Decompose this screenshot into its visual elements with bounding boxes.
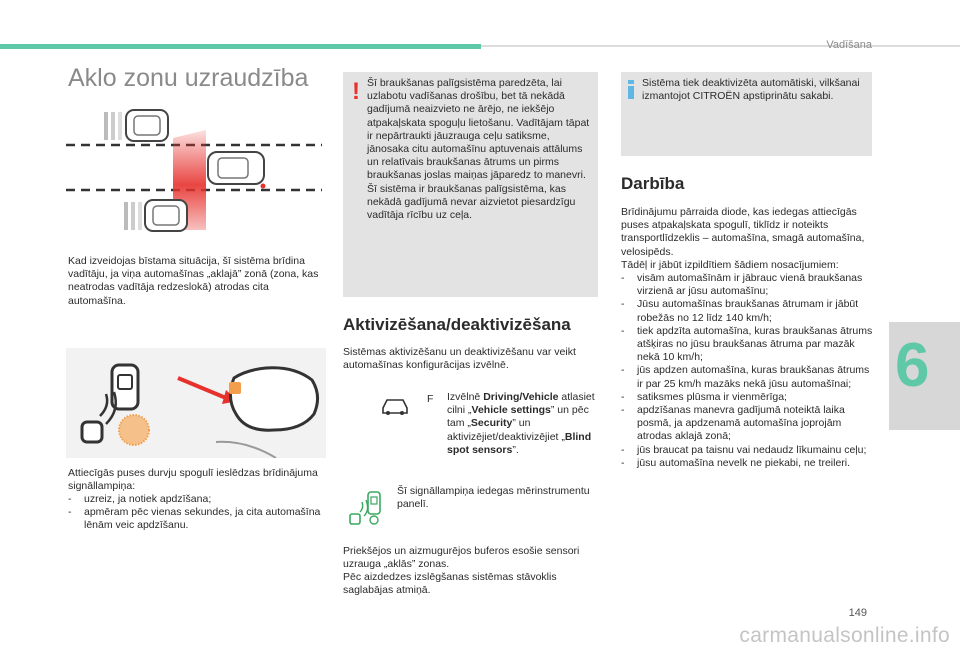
overtaking-car-icon: [104, 110, 168, 141]
header-section-title: Vadīšana: [826, 39, 872, 51]
list-item-text: jūs apdzen automašīna, kuras braukšanas ātrums ir par 25 km/h mazāks nekā jūsu automašīnai;: [637, 364, 870, 390]
activation-heading: Aktivizēšana/deaktivizēšana: [343, 315, 571, 334]
header-accent-bar: [0, 44, 481, 49]
list-item: - jūs apdzen automašīna, kuras braukšanas ātrums ir par 25 km/h mazāks nekā jūsu automašīnai;: [621, 364, 870, 390]
list-item: - apmēram pēc vienas sekundes, ja cita automašīna lēnām veic apdzīšanu.: [68, 506, 321, 532]
list-item-text: apdzīšanas manevra gadījumā noteiktā laika posmā, ja apdzenamā automašīna joprojām atrodas aklajā zonā;: [637, 404, 845, 443]
blind-spot-lamp-icon: [346, 488, 386, 528]
info-icon: [628, 80, 634, 99]
sensors-paragraph: Priekšējos un aizmugurējos buferos esošie sensori uzrauga „aklās” zonas.: [343, 545, 580, 571]
left-list: [68, 493, 326, 533]
vehicle-menu-icon: [380, 396, 410, 416]
list-item: - tiek apdzīta automašīna, kuras braukšanas ātrums atšķiras no jūsu braukšanas ātruma par mazāk nekā 10 km/h;: [621, 324, 873, 364]
list-item-text: jūs braucat pa taisnu vai nedaudz līkumainu ceļu;: [637, 443, 867, 456]
list-item-text: uzreiz, ja notiek apdzīšana;: [84, 493, 212, 505]
operation-paragraph: Brīdinājumu pārraida diode, kas iedegas attiecīgās puses atpakaļskata spogulī, tiklīdz ir noteikts transportlīdzeklis – automašīna, smagā automašīna, velosipēds.: [621, 206, 865, 258]
warning-icon: !: [352, 78, 360, 105]
menu-arrow-icon: F: [427, 393, 434, 405]
activation-paragraph: Sistēmas aktivizēšanu un deaktivizēšanu var veikt automašīnas konfigurācijas izvēlnē.: [343, 346, 576, 372]
chapter-number: 6: [895, 331, 930, 400]
warning-text: Šī braukšanas palīgsistēma paredzēta, lai uzlabotu vadīšanas drošību, bet tā nekādā gadījumā neaizvieto ne ārējo, ne iekšējo atpakaļskata spoguļu lietošanu. Vadītājam tāpat ir nepārtraukti jāuzrauga ceļu satiksme, jānosaka citu automašīnu aptuvenais attālums un relatīvais braukšanas ātrums un pirms braukšanas joslas maiņas jāparedz to manevri. Šī sistēma ir braukšanas palīgsistēma, kas nekādā gadījumā nevar aizvietot piesardzīgu vadītāja rīcību uz ceļa.: [367, 77, 590, 222]
list-item-text: jūsu automašīna nevelk ne piekabi, ne treileri.: [637, 456, 851, 469]
page-title: Aklo zonu uzraudzība: [68, 64, 309, 92]
intro-paragraph: Kad izveidojas bīstama situācija, šī sistēma brīdina vadītāju, ja viņa automašīnas „aklajā” zonā (zona, kas neatrodas vadītāja redzeslokā) atrodas cita automašīna.: [68, 255, 319, 307]
list-item-text: visām automašīnām ir jābrauc vienā braukšanas virzienā ar jūsu automašīnu;: [637, 272, 863, 298]
conditions-intro: Tādēļ ir jābūt izpildītiem šādiem nosacījumiem:: [621, 259, 839, 271]
page-number: 149: [848, 607, 867, 619]
list-item: - satiksmes plūsma ir vienmērīga;: [621, 390, 787, 403]
header-rule: [481, 45, 960, 47]
list-item-text: apmēram pēc vienas sekundes, ja cita automašīna lēnām veic apdzīšanu.: [84, 506, 321, 532]
list-item: - jūs braucat pa taisnu vai nedaudz līkumainu ceļu;: [621, 443, 867, 456]
list-item-text: satiksmes plūsma ir vienmērīga;: [637, 390, 787, 403]
memory-paragraph: Pēc aizdedzes izslēgšanas sistēmas stāvoklis saglabājas atmiņā.: [343, 571, 557, 597]
list-item-text: Jūsu automašīnas braukšanas ātrumam ir jābūt robežās no 12 līdz 140 km/h;: [637, 298, 859, 324]
list-item: - jūsu automašīna nevelk ne piekabi, ne treileri.: [621, 456, 851, 469]
watermark-link[interactable]: carmanualsonline.info: [739, 624, 950, 647]
warning-lamp-icon: [119, 415, 149, 445]
own-car-icon: [208, 152, 266, 189]
list-item: - apdzīšanas manevra gadījumā noteiktā laika posmā, ja apdzenamā automašīna joprojām atrodas aklajā zonā;: [621, 404, 845, 443]
mirror-warning-illustration: [66, 348, 326, 458]
lamp-paragraph: Attiecīgās puses durvju spogulī ieslēdzas brīdinājuma signāllampiņa:: [68, 467, 318, 493]
list-item-text: tiek apdzīta automašīna, kuras braukšanas ātrums atšķiras no jūsu braukšanas ātruma par mazāk nekā 10 km/h;: [637, 324, 873, 364]
menu-instructions: Izvēlnē Driving/Vehicle atlasiet cilni „Vehicle settings” un pēc tam „Security” un aktivizējiet/deaktivizējiet „Blind spot sensors”.: [447, 391, 595, 456]
list-item: - visām automašīnām ir jābrauc vienā braukšanas virzienā ar jūsu automašīnu;: [621, 272, 863, 298]
list-item: - Jūsu automašīnas braukšanas ātrumam ir jābūt robežās no 12 līdz 140 km/h;: [621, 298, 859, 324]
lamp-info-text: Šī signāllampiņa iedegas mērinstrumentu panelī.: [397, 485, 590, 511]
list-item: - uzreiz, ja notiek apdzīšana;: [68, 493, 212, 505]
operation-heading: Darbība: [621, 174, 685, 193]
following-car-icon: [124, 200, 187, 231]
conditions-list: [621, 272, 873, 470]
blind-spot-illustration: [66, 108, 326, 238]
info-text: Sistēma tiek deaktivizēta automātiski, vilkšanai izmantojot CITROËN apstiprinātu sakabi.: [642, 77, 860, 103]
